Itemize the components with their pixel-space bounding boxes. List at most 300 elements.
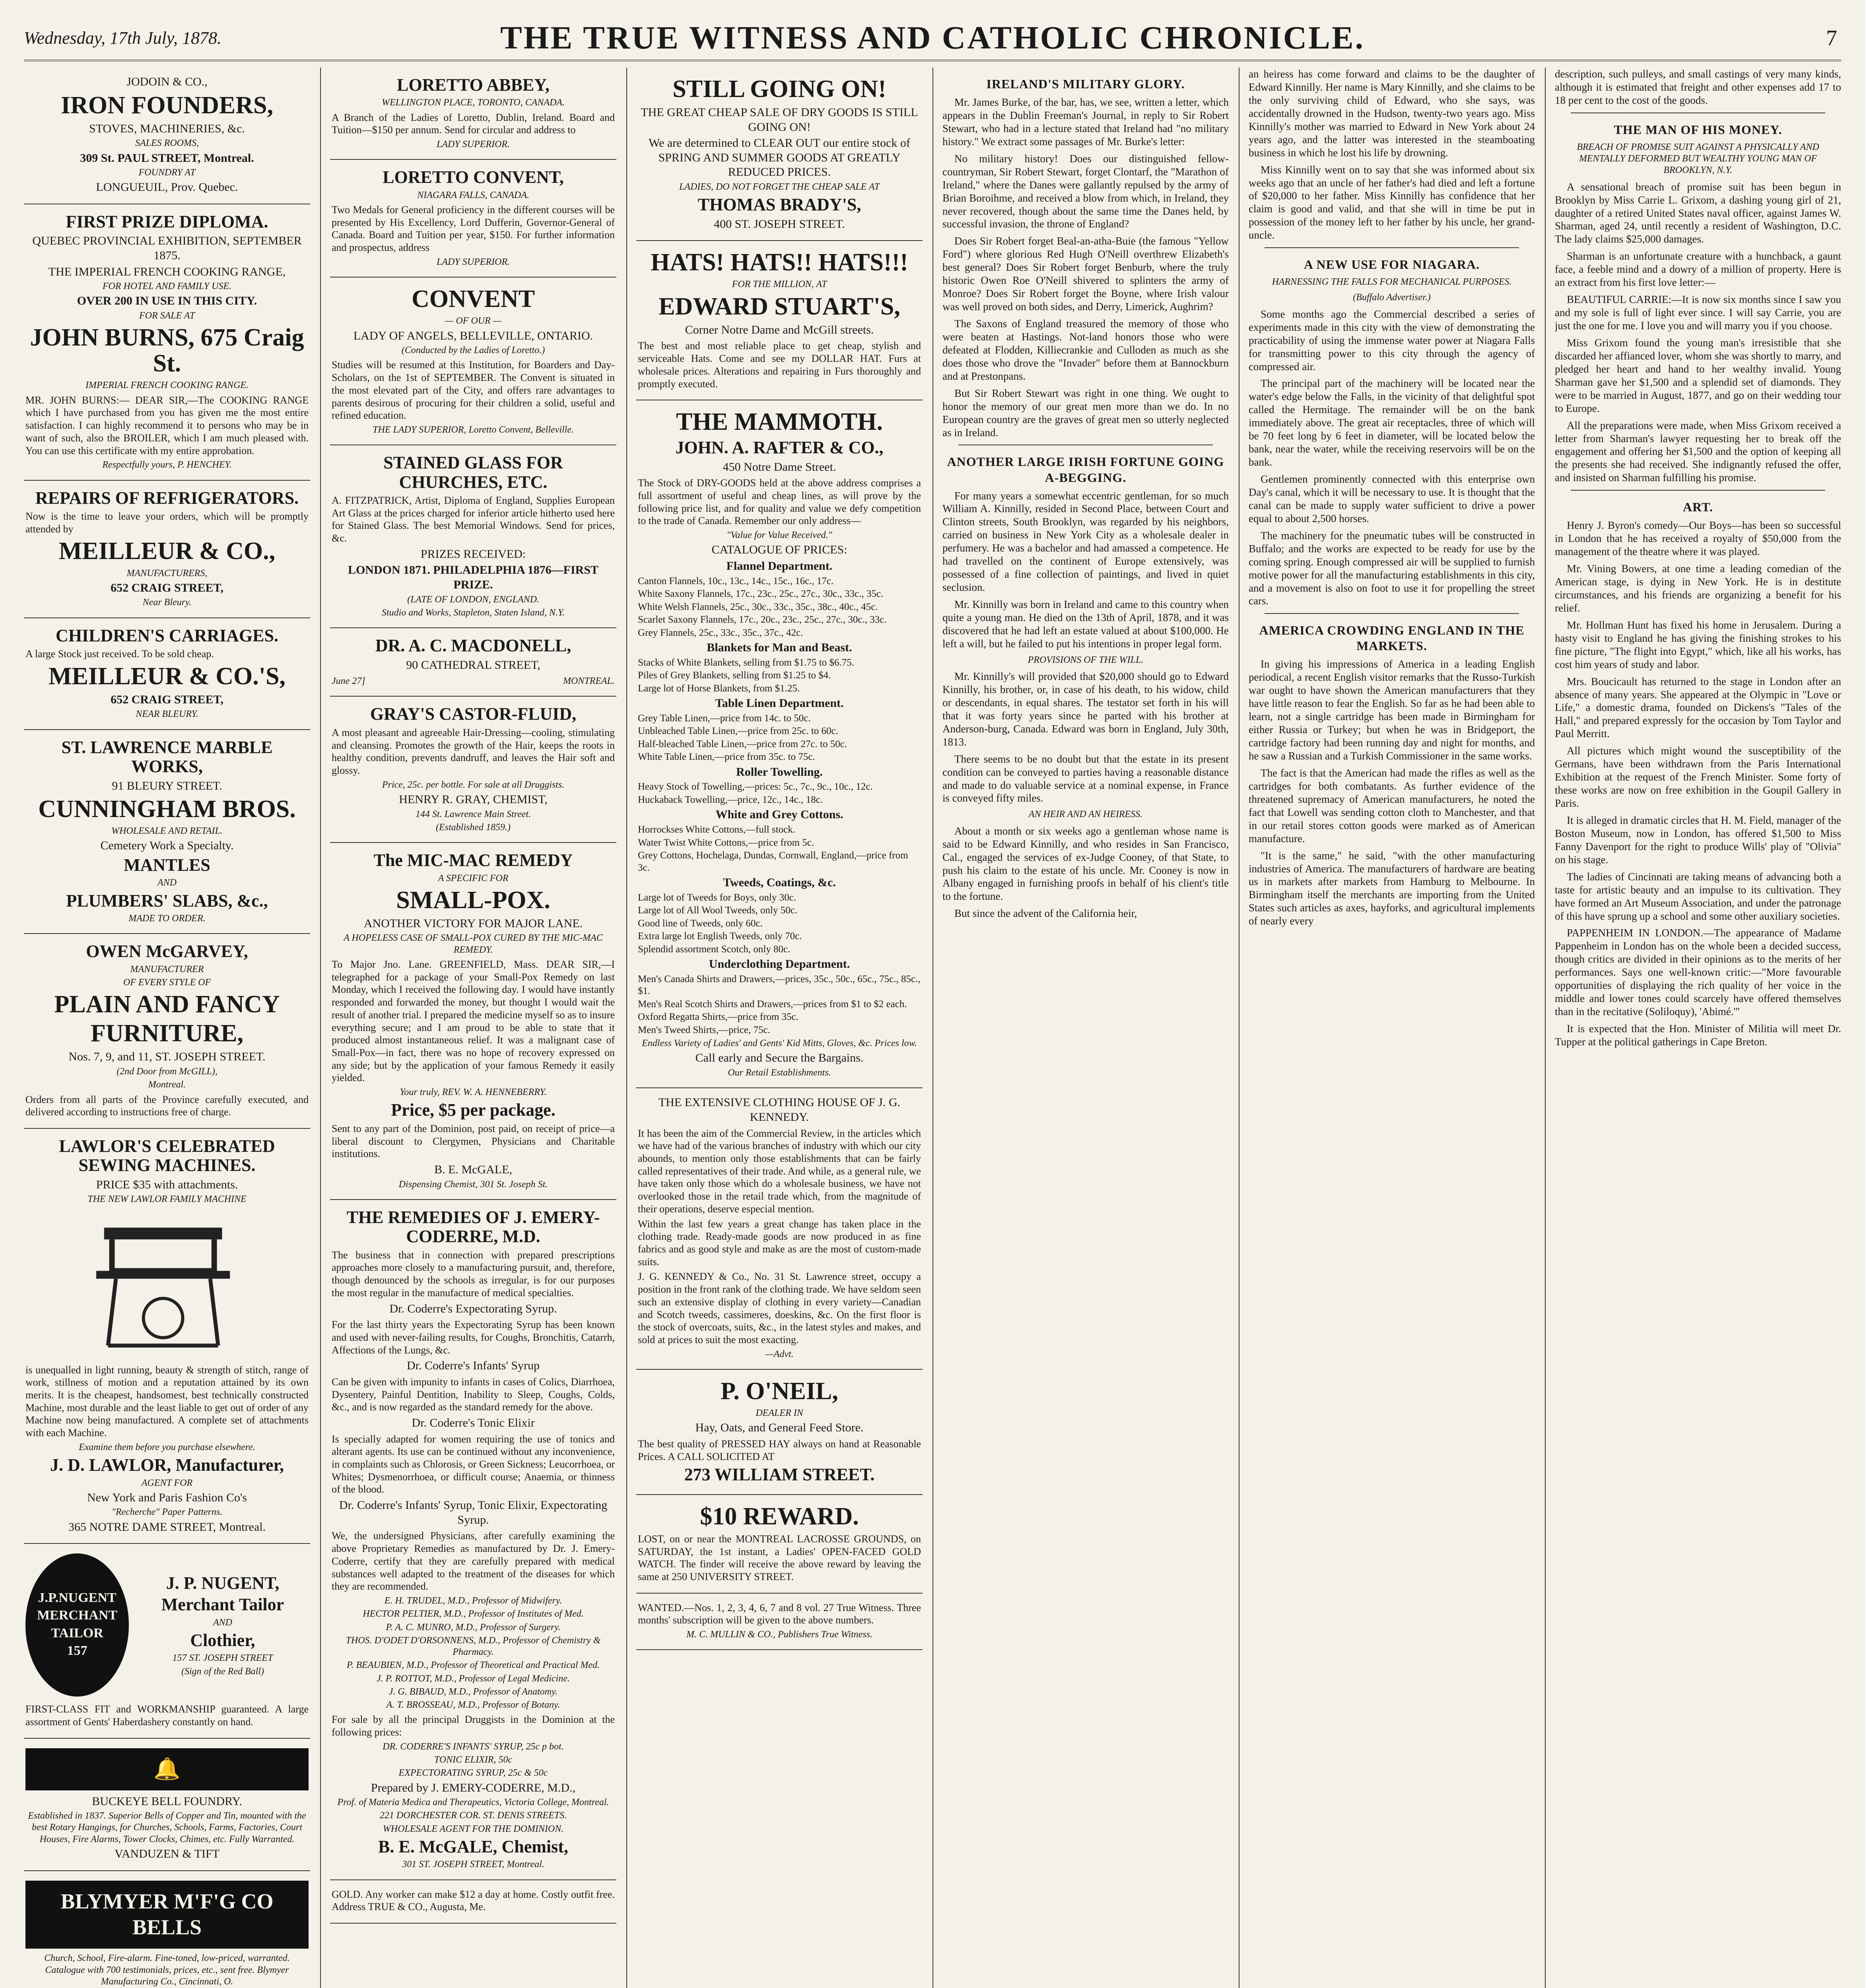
ad-line: (Conducted by the Ladies of Loretto.) [401,345,545,356]
article-paragraph: Miss Kinnilly went on to say that she was informed about six weeks ago that an uncle of her father's had died and left a fortune of $20,000 to her father. Miss Kinnilly has confidence that her claim is good and valid, and that she will in time be put in possession of the money left to her father by his uncle, her grand-uncle. [1249,163,1535,241]
article-paragraph: Gentlemen prominently connected with this enterprise own Day's canal, which it will be necessary to use. It is thought that the canal can be made to supply water sufficient to drive a power equal to about 2,500 horses. [1249,473,1535,524]
ad-macdonell [330,628,616,697]
badge-line: J.P.NUGENT [38,1590,117,1606]
article-paragraph: Mrs. Boucicault has returned to the stage in London after an absence of many years. She appeared at the Olympic in "Love or Life," a domestic drama, founded on Dickens's "Tales of the Hall," and prepared expressly for the occasion by Tom Taylor and Paul Merritt. [1555,675,1841,740]
article-source: (Buffalo Advertiser.) [1353,292,1431,303]
tailor-sign-badge [25,1553,129,1697]
ad-headline: HATS! HATS!! HATS!!! [651,249,908,276]
ad-line: FOR HOTEL AND FAMILY USE. [102,281,232,292]
article-paragraph: No military history! Does our distinguished fellow-countryman, Sir Robert Stewart, forget Clontarf, the "Marathon of Ireland," where the Danes were gallantly repulsed by the army of Brian Boroihme, and received a blow from which, in Ireland, they never recovered, though about the same time the Danes held, by successful invasion, the throne of England? [942,152,1229,230]
article-title: AMERICA CROWDING ENGLAND IN THE MARKETS. [1259,623,1525,653]
ad-kennedy [636,1088,923,1370]
ad-name: OWEN McGARVEY, [86,942,248,961]
ad-gold [330,1880,616,1924]
ad-headline: LORETTO CONVENT, [383,167,564,187]
article-paragraph: But Sir Robert Stewart was right in one thing. We ought to honor the memory of our great men more than we do. In no European country are the graves of great men so utterly neglected as in Ireland. [942,387,1229,439]
article-paragraph: There seems to be no doubt but that the estate in its present condition can be conveyed to parties having a reasonable distance and made to do valuable service at a nominal expense, in France is conveyed fifty miles. [942,753,1229,804]
price-section-title: Roller Towelling. [736,765,823,779]
ad-name: EDWARD STUART'S, [659,293,900,320]
ad-line: Hay, Oats, and General Feed Store. [695,1421,864,1435]
ad-line: Near Bleury. [142,597,192,608]
ad-address: Dispensing Chemist, 301 St. Joseph St. [398,1179,548,1190]
ad-line: FOUNDRY AT [138,167,196,178]
price-item: Men's Real Scotch Shirts and Drawers,—prices from $1 to $2 each. [638,998,907,1010]
price-item: Water Twist White Cottons,—price from 5c. [638,837,814,848]
ad-line: PLAIN AND FANCY [54,991,280,1018]
ad-line: OF EVERY STYLE OF [123,977,211,988]
ad-body: Studies will be resumed at this Institution, for Boarders and Day-Scholars, on the 1st of SEPTEMBER. The Convent is situated in the most elevated part of the City, and offers rare advantages to parents desirous of procuring for their children a solid, useful and refined education. [332,359,615,421]
ad-line: (Established 1859.) [436,822,511,833]
doctor-line: P. BEAUBIEN, M.D., Professor of Theoretical and Practical Med. [346,1660,600,1671]
ad-stuart [636,241,923,400]
price-item: Large lot of Horse Blankets, from $1.25. [638,683,800,694]
article-title: ART. [1682,500,1713,514]
ad-name: JOHN. A. RAFTER & CO., [675,438,884,458]
ad-headline: STAINED GLASS FOR CHURCHES, ETC. [383,453,563,492]
article-paragraph: About a month or six weeks ago a gentleman whose name is said to be Edward Kinnilly, and who resides in San Francisco, Cal., engaged the services of ex-Judge Cooney, of that State, to push his claim to the estate of his uncle. Mr. Cooney is now in Albany engaged in furnishing proofs in behalf of his client's title to the fortune. [942,825,1229,903]
ad-headline: LAWLOR'S CELEBRATED SEWING MACHINES. [59,1136,275,1175]
price-item: White Saxony Flannels, 17c., 23c., 25c., 27c., 30c., 33c., 35c. [638,588,884,600]
price-item: Extra large lot English Tweeds, only 70c. [638,931,802,942]
article-paragraph: Miss Grixom found the young man's irresistible that she discarded her affianced lover, whom she was shortly to marry, and pledged her heart and hand to her wealthy invalid. Young Sharman gave her $1,500 and a splendid set of diamonds. They were to be married in August, 1877, and go on their wedding tour to Europe. [1555,336,1841,414]
ad-line: Examine them before you purchase elsewhere. [79,1442,255,1452]
ad-body: A Branch of the Ladies of Loretto, Dublin, Ireland. Board and Tuition—$150 per annum. Send for circular and address to [332,111,615,136]
ad-body: Established in 1837. Superior Bells of Copper and Tin, mounted with the best Rotary Hangings, for Churches, Schools, Farms, Factories, Court Houses, Fire Alarms, Tower Clocks, Chimes, etc. Fully Warranted. [28,1811,306,1844]
article-paragraph: For many years a somewhat eccentric gentleman, for so much William A. Kinnilly, resided in Second Place, between Court and Clinton streets, South Brooklyn, was regarded by his neighbors, carried on business in New York City as a wholesale dealer in perfumery. He was a bachelor and had amassed a competence. He had travelled on the continent of Europe extensively, was possessed of a fine collection of paintings, and lived in quiet seclusion. [942,489,1229,594]
ad-address: 652 CRAIG STREET, [111,581,223,594]
ad-body: Within the last few years a great change has taken place in the clothing trade. Ready-made goods are now produced in as fine fabrics and as good style and make as are the most of custom-made suits. [638,1218,921,1268]
ad-line: Our Retail Establishments. [728,1068,831,1078]
ad-line: MONTREAL. [563,676,615,687]
price-line: DR. CODERRE'S INFANTS' SYRUP, 25c p bot. [383,1741,564,1752]
ad-oneil [636,1370,923,1495]
ad-subhead: Dr. Coderre's Expectorating Syrup. [389,1302,557,1315]
ad-body: The best quality of PRESSED HAY always on hand at Reasonable Prices. A CALL SOLICITED AT [638,1438,921,1462]
ad-body: The Stock of DRY-GOODS held at the above address comprises a full assortment of useful and cheap lines, as will prove by the following price list, and for quality and value we defy competition to the trade of Canada. Remember our only address— [638,477,921,527]
ad-address: 450 Notre Dame Street. [723,460,836,474]
price-section-title: White and Grey Cottons. [715,808,843,821]
article-paragraph: PAPPENHEIM IN LONDON.—The appearance of Madame Pappenheim in London has on the whole been a decided success, though critics are divided in their opinions as to the merits of her performances. Says one well-known critic:—"More favourable opportunities of displaying the rich quality of her voice in the middle and lower tones could scarcely have offered themselves than in the recitative (Soliloquy), 'Abimé.'" [1555,927,1841,1018]
page-number: 7 [1826,26,1837,50]
ad-body: J. G. KENNEDY & Co., No. 31 St. Lawrence street, occupy a position in the front rank of the clothing trade. We have seldom seen such an extensive display of clothing in every variety—Canadian and Scotch tweeds, cassimeres, doeskins, &c. On the first floor is the stock of overcoats, suits, &c., in the latest styles and makes, and sold at prices to suit the most exacting. [638,1271,921,1346]
doctor-line: J. G. BIBAUD, M.D., Professor of Anatomy. [389,1686,558,1697]
doctor-line: J. P. ROTTOT, M.D., Professor of Legal Medicine. [377,1673,570,1684]
ad-subhead: Dr. Coderre's Tonic Elixir [412,1416,535,1429]
article-subhead: BREACH OF PROMISE SUIT AGAINST A PHYSICALLY AND MENTALLY DEFORMED BUT WEALTHY YOUNG MAN OF BROOKLYN, N.Y. [1577,142,1819,176]
ad-reward [636,1495,923,1594]
ad-line: OVER 200 IN USE IN THIS CITY. [77,294,257,308]
ad-body: Is specially adapted for women requiring the use of tonics and alterant agents. Its use can be continued without any inconvenience, in complaints such as Chlorosis, or Green Sickness; Leucorrhoea, or Whites; Dysmenorrhoea, or difficult course; Anaemia, or thinness of the blood. [332,1433,615,1495]
ad-line: AND [213,1617,232,1628]
ad-line: Clothier, [190,1630,255,1650]
ad-line: PRIZES RECEIVED: [420,547,526,561]
article-paragraph: But since the advent of the California heir, [954,907,1137,920]
ad-line: Cemetery Work a Specialty. [100,839,234,852]
ad-convent-belleville [330,278,616,445]
ad-line: —Advt. [765,1349,794,1359]
article-paragraph: Mr. Kinnilly's will provided that $20,000 should go to Edward Kinnilly, his brother, or, in case of his death, to his widow, child or descendants, in equal shares. The testator set forth in his will that it was forty years since he parted with his brother at Anderson-burg, Canada. Edward was born in England, July 30th, 1813. [942,670,1229,748]
ad-name: THOMAS BRADY'S, [697,195,861,215]
article-paragraph: Mr. Hollman Hunt has fixed his home in Jerusalem. During a hasty visit to England he has giving the finishing strokes to his fine picture, "The flight into Egypt," which, like all his works, has cost him years of study and labor. [1555,619,1841,670]
doctor-line: P. A. C. MUNRO, M.D., Professor of Surgery. [386,1622,561,1633]
ad-headline: IRON FOUNDERS, [61,91,273,119]
ad-signature: LADY SUPERIOR. [437,256,510,267]
article-paragraph: In giving his impressions of America in a leading English periodical, a recent English visitor remarks that the Russo-Turkish war ought to have shown the American manufacturers that they have little reason to fear the English. So far as he had been able to learn, not a single cartridge has been made in Birmingham for either Russia or Turkey; but when he was in Bridgeport, the cartridge factory had been running day and night for months, and he saw a Russian and a Turkish Commissioner in the same works. [1249,658,1535,762]
price-item: Grey Table Linen,—price from 14c. to 50c. [638,712,811,724]
ad-line: MADE TO ORDER. [128,913,206,924]
ad-address: Nos. 7, 9, and 11, ST. JOSEPH STREET. [68,1050,266,1064]
ad-headline: BLYMYER M'F'G CO BELLS [25,1881,309,1949]
ad-line: THE NEW LAWLOR FAMILY MACHINE [87,1194,247,1205]
ad-line: QUEBEC PROVINCIAL EXHIBITION, SEPTEMBER 1875. [32,234,302,262]
ad-name: M. C. MULLIN & CO., Publishers True Witness. [686,1629,873,1640]
ad-body: Church, School, Fire-alarm. Fine-toned, low-priced, warranted. Catalogue with 700 testimonials, prices, etc., sent free. Blymyer Manufacturing Co., Cincinnati, O. [44,1953,290,1987]
ad-line: New York and Paris Fashion Co's [87,1491,247,1504]
ad-body: It has been the aim of the Commercial Review, in the articles which we have had of the various branches of industry with which our city abounds, to mention only those establishments that can be fairly called representatives of their trade. And while, as a general rule, we have taken only those which do a wholesale business, we have not overlooked those in the retail trade which, from the magnitude of their operations, deserve especial mention. [638,1127,921,1215]
doctor-line: THOS. D'ODET D'ORSONNENS, M.D., Professor of Chemistry & Pharmacy. [346,1635,601,1658]
ad-line: NEAR BLEURY. [136,709,198,720]
ad-signature: THE LADY SUPERIOR, Loretto Convent, Belleville. [373,424,574,435]
ad-address: Studio and Works, Stapleton, Staten Island, N.Y. [381,607,565,618]
ad-line: (2nd Door from McGILL), [117,1066,218,1077]
badge-line: TAILOR [51,1625,103,1640]
price-line: TONIC ELIXIR, 50c [434,1755,513,1765]
ad-fitzpatrick [330,445,616,628]
price-item: Grey Flannels, 25c., 33c., 35c., 37c., 42c. [638,627,803,638]
ad-body: A large Stock just received. To be sold cheap. [25,648,214,660]
ad-headline: BUCKEYE BELL FOUNDRY. [92,1794,242,1808]
ad-line: 91 BLEURY STREET. [112,779,222,792]
ad-line: Montreal. [148,1079,186,1090]
column-rule [932,68,933,1988]
ad-headline: THE EXTENSIVE CLOTHING HOUSE OF J. G. KENNEDY. [658,1096,901,1124]
ad-line: MANUFACTURER [130,964,204,975]
price-item: Canton Flannels, 10c., 13c., 14c., 15c., 16c., 17c. [638,575,834,586]
ad-address: 90 CATHEDRAL STREET, [406,658,540,672]
ad-meilleur-refrigerators [24,481,310,618]
ad-body: Two Medals for General proficiency in the different courses will be presented by His Excellency, Lord Dufferin, Governor-General of Canada. Board and Tuition per year, $150. For further information and prospectus, address [332,204,615,254]
ad-line: SALES ROOMS, [135,138,199,149]
ad-address: Corner Notre Dame and McGill streets. [685,323,874,336]
ad-burns [24,204,310,481]
price-item: Grey Cottons, Hochelaga, Dundas, Cornwall, England,—price from 3c. [638,850,908,873]
price-section-title: Table Linen Department. [715,697,844,710]
ad-headline: ST. LAWRENCE MARBLE WORKS, [61,737,273,777]
ad-subhead: Dr. Coderre's Infants' Syrup, Tonic Elixir, Expectorating Syrup. [339,1499,608,1526]
ad-headline: LORETTO ABBEY, [397,75,550,95]
ad-headline: FIRST PRIZE DIPLOMA. [66,212,268,231]
ad-signature: LADY SUPERIOR. [437,139,510,150]
article-paragraph: The ladies of Cincinnati are taking means of advancing both a taste for artistic beauty and an impulse to its cultivation. They have formed an Art Museum Association, and under the patronage of this have sprung up a school and some other auxiliary societies. [1555,870,1841,922]
price-item: Huckaback Towelling,—price, 12c., 14c., 18c. [638,794,823,805]
ad-name: J. P. NUGENT, [166,1573,280,1593]
ad-line: A SPECIFIC FOR [438,873,509,883]
ad-firm: JODOIN & CO., [126,75,208,88]
ad-line: AGENT FOR [141,1477,193,1488]
ad-blymyer [24,1871,310,1988]
ad-name: B. E. McGALE, Chemist, [378,1837,568,1856]
ad-wanted [636,1594,923,1650]
article-paragraph: It is expected that the Hon. Minister of Militia will meet Dr. Tupper at the political gatherings in Cape Breton. [1555,1023,1841,1048]
price-item: Half-bleached Table Linen,—price from 27c. to 50c. [638,738,847,749]
article-subhead: AN HEIR AND AN HEIRESS. [1028,809,1143,820]
ad-line: PLUMBERS' SLABS, &c., [66,891,268,911]
ad-line: (Sign of the Red Ball) [181,1666,264,1677]
column-3 [636,68,923,1988]
article-subhead: HARNESSING THE FALLS FOR MECHANICAL PURPOSES. [1272,277,1512,287]
ad-body: For the last thirty years the Expectorating Syrup has been known and used with never-failing results, for Coughs, Bronchitis, Catarrh, Affections of the Lungs, &c. [332,1319,615,1356]
ad-body: MR. JOHN BURNS:— DEAR SIR,—The COOKING RANGE which I have purchased from you has given me the most entire satisfaction. I can highly recommend it to persons who may be in want of such, also the BROILER, which I am much pleased with. You can use this certificate with my entire approbation. [25,394,309,456]
ad-signature: Your truly, REV. W. A. HENNEBERRY. [400,1087,547,1098]
article-paragraph: It is alleged in dramatic circles that H. M. Field, manager of the Boston Museum, now in London, has offered $1,500 to Miss Fanny Davenport for the right to produce Wills' play of "Olivia" on his stage. [1555,814,1841,866]
ad-body: Now is the time to leave your orders, which will be promptly attended by [25,511,309,535]
column-2 [330,68,616,1988]
ad-coderre [330,1200,616,1880]
doctor-line: HECTOR PELTIER, M.D., Professor of Institutes of Med. [363,1609,584,1619]
article-divider [1265,247,1519,248]
bell-icon: 🔔 [25,1748,309,1790]
ad-address: 301 ST. JOSEPH STREET, Montreal. [402,1859,544,1870]
ad-loretto-convent [330,160,616,278]
ad-headline: CONVENT [411,285,535,313]
article-title: ANOTHER LARGE IRISH FORTUNE GOING A-BEGGING. [947,454,1224,485]
ad-body: is unequalled in light running, beauty & strength of stitch, range of work, stillness of motion and a reputation attained by its own merits. It is the cheapest, handsomest, best technically constructed Machine, most durable and the least liable to get out of order of any Machine now being manufactured. A complete set of attachments with each Machine. [25,1364,309,1439]
price-item: Oxford Regatta Shirts,—price from 35c. [638,1011,799,1023]
ad-line: IMPERIAL FRENCH COOKING RANGE. [85,380,249,391]
ad-address: 365 NOTRE DAME STREET, Montreal. [68,1520,266,1534]
price-item: Heavy Stock of Towelling,—prices: 5c., 7c., 9c., 10c., 12c. [638,781,873,792]
price-item: Men's Canada Shirts and Drawers,—prices, 35c., 50c., 65c., 75c., 85c., $1. [638,973,921,997]
ad-signature: Respectfully yours, P. HENCHEY. [102,460,232,470]
article-paragraph: The fact is that the American had made the rifles as well as the cartridges for both combatants. As further evidence of the threatened supremacy of American manufacturers, he noted the fact that Lowell was sending cotton cloth to Manchester, and that in our retail stores cotton goods were marked as of American manufacture. [1249,767,1535,845]
ad-headline: REPAIRS OF REFRIGERATORS. [35,488,299,508]
price-item: Unbleached Table Linen,—price from 25c. to 60c. [638,726,838,737]
ad-headline: THE MAMMOTH. [676,408,883,436]
newspaper-page [24,16,1841,1988]
ad-body: Sent to any part of the Dominion, post paid, on receipt of price—a liberal discount to Clergymen, Physicians and Charitable institutions. [332,1122,615,1160]
ad-jodoin [24,68,310,204]
ad-body: The best and most reliable place to get cheap, stylish and serviceable Hats. Come and see my DOLLAR HAT. Furs at wholesale prices. Alterations and repairing in Furs thoroughly and promptly executed. [638,340,921,390]
ad-line: LADY OF ANGELS, BELLEVILLE, ONTARIO. [353,329,593,342]
ad-line: THE IMPERIAL FRENCH COOKING RANGE, [48,265,286,278]
article-title: IRELAND'S MILITARY GLORY. [986,77,1185,91]
ad-line: "Value for Value Received." [727,530,832,541]
ad-line: MANUFACTURERS, [126,568,208,579]
price-line: EXPECTORATING SYRUP, 25c & 50c [398,1768,548,1778]
article-paragraph: Does Sir Robert forget Beal-an-atha-Buie (the famous "Yellow Ford") where glorious Red Hugh O'Neill overthrew Elizabeth's best general? Does Sir Robert forget Benburb, where the truly historic Owen Roe O'Neill shivered to splinters the army of Monroe? Does Sir Robert forget the Boyne, where Irish valour was well proved on both sides, and Derry, Limerick, Aughrim? [942,235,1229,313]
ad-body: We, the undersigned Physicians, after carefully examining the above Proprietary Remedies as manufactured by Dr. J. Emery-Coderre, certify that they are carefully prepared with medical substances well adapted to the treatment of the diseases for which they are recommended. [332,1530,615,1592]
ad-buckeye [24,1739,310,1871]
ad-line: — OF OUR — [445,316,501,326]
sewing-machine-icon [25,1211,309,1354]
ad-body: GOLD. Any worker can make $12 a day at home. Costly outfit free. Address TRUE & CO., Augusta, Me. [332,1888,615,1913]
price-section-title: Blankets for Man and Beast. [707,641,852,654]
doctor-line: E. H. TRUDEL, M.D., Professor of Midwifery. [384,1595,562,1606]
price-item: Splendid assortment Scotch, only 80c. [638,944,791,955]
article-paragraph: BEAUTIFUL CARRIE:—It is now six months since I saw you and my sole is full of light ever since. I will say Carrie, you are just the one for me. I love you and will marry you if you choose. [1555,293,1841,332]
ad-body: A. FITZPATRICK, Artist, Diploma of England, Supplies European Art Glass at the prices charged for inferior article hitherto used here for Stained Glass. The best Memorial Windows. Send for prices, &c. [332,495,615,544]
ad-address: 157 ST. JOSEPH STREET [172,1653,273,1664]
ad-lawlor [24,1129,310,1544]
ad-line: WELLINGTON PLACE, TORONTO, CANADA. [381,97,565,108]
badge-line: 157 [67,1643,87,1658]
ad-line: We are determined to CLEAR OUT our entire stock of SPRING AND SUMMER GOODS AT GREATLY REDUCED PRICES. [649,136,910,179]
ad-headline: $10 REWARD. [700,1503,859,1530]
ad-line: SMALL-POX. [396,886,550,914]
ad-line: Call early and Secure the Bargains. [695,1051,864,1065]
price-section-title: Underclothing Department. [709,957,850,971]
ad-body: FIRST-CLASS FIT and WORKMANSHIP guaranteed. A large assortment of Gents' Haberdashery constantly on hand. [25,1703,309,1728]
ad-line: (LATE OF LONDON, ENGLAND. [407,594,539,605]
article-title: A NEW USE FOR NIAGARA. [1304,257,1480,272]
ad-subhead: CATALOGUE OF PRICES: [711,543,847,557]
ad-address: 652 CRAIG STREET, [111,693,223,706]
doctor-line: A. T. BROSSEAU, M.D., Professor of Botany. [386,1700,560,1710]
ad-address: 273 WILLIAM STREET. [684,1465,875,1485]
ad-gray [330,697,616,843]
column-1 [24,68,310,1988]
ad-headline: GRAY'S CASTOR-FLUID, [370,704,577,724]
ad-name: JOHN BURNS, 675 Craig St. [30,324,304,377]
ad-body: Orders from all parts of the Province carefully executed, and delivered according to instructions free of charge. [25,1093,309,1118]
article-paragraph: Sharman is an unfortunate creature with a hunchback, a gaunt face, a feeble mind and a dowry of a million of property. Here is an extract from his first love letter:— [1555,250,1841,289]
column-4 [942,68,1229,1988]
ad-cunningham [24,730,310,934]
ad-brady [636,68,923,241]
price-item: Stacks of White Blankets, selling from $1.75 to $6.75. [638,657,854,668]
ad-name: MEILLEUR & CO.'S, [49,662,286,690]
ad-line: DEALER IN [756,1408,803,1419]
article-paragraph: A sensational breach of promise suit has been begun in Brooklyn by Miss Carrie L. Grixom, a dashing young girl of 21, daughter of a retired United States naval officer, against James W. Sharman, aged 24, until recently a resident of Washington, D.C. The lady claims $25,000 damages. [1555,181,1841,245]
article-paragraph: The machinery for the pneumatic tubes will be constructed in Buffalo; and the works are expected to be ready for use by the coming spring. Enough compressed air will be supplied to furnish motive power for all the manufacturing establishments in this city, and a movement is also on foot to use it for propelling the street cars. [1249,529,1535,607]
ad-line: Prof. of Materia Medica and Therapeutics, Victoria College, Montreal. [337,1797,609,1808]
ad-mcgarvey [24,934,310,1129]
ad-headline: CHILDREN'S CARRIAGES. [56,625,278,645]
ad-subhead: Dr. Coderre's Infants' Syrup [406,1359,540,1373]
ad-address: 400 ST. JOSEPH STREET. [714,217,845,231]
article-paragraph: Mr. Vining Bowers, at one time a leading comedian of the American stage, is dying in New York. He is in destitute circumstances, and his friends are organizing a benefit for his relief. [1555,563,1841,614]
article-paragraph: description, such pulleys, and small castings of very many kinds, although it is estimated that freight and other expenses add 17 to 18 per cent to the cost of the goods. [1555,68,1841,106]
ad-body: Can be given with impunity to infants in cases of Colics, Diarrhoea, Dysentery, Painful Dentition, Inability to Sleep, Coughs, Colds, &c., and is now regarded as the standard remedy for the above. [332,1376,615,1413]
masthead [24,16,1841,61]
column-6 [1555,68,1841,1988]
article-paragraph: Mr. Kinnilly was born in Ireland and came to this country when quite a young man. He died on the 13th of April, 1878, and it was discovered that he had left an estate valued at about $100,000. He left a will, but he failed to put his intentions in proper legal form. [942,598,1229,650]
article-paragraph: The Saxons of England treasured the memory of those who were beaten at Hastings. Not-land honors those who were defeated at Flodden, Killiecrankie and Culloden as much as she does those who drove the "Invader" before them at Bannockburn and at Prestonpans. [942,318,1229,382]
ad-line: FURNITURE, [90,1020,244,1047]
ad-headline: STILL GOING ON! [672,76,886,103]
ad-line: THE GREAT CHEAP SALE OF DRY GOODS IS STILL GOING ON! [641,106,918,134]
column-rule [320,68,321,1988]
price-section-title: Flannel Department. [726,559,833,573]
ad-line: LONDON 1871. PHILADELPHIA 1876—FIRST PRIZE. [348,563,599,592]
article-paragraph: Some months ago the Commercial described a series of experiments made in this city with the view of demonstrating the practicability of using the immense water power at Niagara Falls for transmitting power to this city through the agency of compressed air. [1249,308,1535,373]
article-divider [1265,613,1519,614]
article-paragraph: Henry J. Byron's comedy—Our Boys—has been so successful in London that he has received a royalty of $50,000 from the management of the theatre where it was played. [1555,519,1841,558]
ad-line: "Recherche" Paper Patterns. [111,1507,223,1518]
ad-address: 221 DORCHESTER COR. ST. DENIS STREETS. [379,1810,567,1821]
article-paragraph: an heiress has come forward and claims to be the daughter of Edward Kinnilly. Her name is Mary Kinnilly, and she claims to be the only surviving child of Edward, who she says, was accidentally drowned in the Hudson, twenty-two years ago. Miss Kinnilly's mother was married to Edward in New York about 24 years ago, and the latter was interested in the steamboating business in which he lost his life by drowning. [1249,68,1535,159]
ad-line: ANOTHER VICTORY FOR MAJOR LANE. [363,916,583,930]
ad-body: To Major Jno. Lane. GREENFIELD, Mass. DEAR SIR,—I telegraphed for a package of your Small-Pox Remedy on last Monday, which I received the following day. I would have instantly responded and forwarded the money, but thought I would wait the result of another trial. I prepared the medicine myself so as to insure everything secure; and I am proud to be able to state that it produced almost instantaneous relief. It was a malignant case of Small-Pox—in fact, there was no hope of recovery expressed on any side; but by the application of your famous Remedy it easily yielded. [332,958,615,1084]
ad-address: 309 St. PAUL STREET, Montreal. [80,151,254,165]
ad-mammoth [636,400,923,1088]
ad-line: FOR THE MILLION, AT [732,279,827,290]
ad-name: J. D. LAWLOR, Manufacturer, [50,1455,284,1475]
ad-line: MANTLES [124,855,210,875]
ad-name: VANDUZEN & TIFT [115,1847,220,1860]
ad-line: STOVES, MACHINERIES, &c. [89,122,245,135]
price-item: Men's Tweed Shirts,—price, 75c. [638,1024,770,1035]
price-item: White Table Linen,—price from 35c. to 75c. [638,751,815,763]
article-paragraph: "It is the same," he said, "with the other manufacturing industries of America. The manufacturers of hardware are beating us in markets after markets from Hamburg to Melbourne. In Birmingham itself the merchants are importing from the United States such articles as axes, hayforks, and agricultural implements of nearly every [1249,849,1535,927]
article-paragraph: All the preparations were made, when Miss Grixom received a letter from Sharman's lawyer requesting her to break off the engagement and offering her $1,500 and the option of keeping all the presents she had received. She indignantly refused the offer, and insisted on Sharman fulfilling his promise. [1555,419,1841,484]
price-section-title: Tweeds, Coatings, &c. [723,876,836,889]
price-item: Good line of Tweeds, only 60c. [638,918,763,929]
ad-name: DR. A. C. MACDONELL, [375,636,571,656]
ad-line: Merchant Tailor [161,1595,284,1615]
badge-line: MERCHANT [37,1608,118,1623]
article-paragraph: The principal part of the machinery will be located near the water's edge below the Falls, in the vicinity of that delightful spot called the Hermitage. The remainder will be on the bank immediately above. The great air receptacles, three of which will be 70 feet long by 6 feet in diameter, will be located below the bank, near the water, while the receiving reservoirs will be on the bank. [1249,377,1535,468]
article-paragraph: Mr. James Burke, of the bar, has, we see, written a letter, which appears in the Dublin Freeman's Journal, in reply to Sir Robert Stewart, who had in a lecture stated that Ireland had "no military history." We extract some passages of Mr. Burke's letter: [942,96,1229,148]
column-rule [1545,68,1546,1988]
ad-line: LONGUEUIL, Prov. Quebec. [96,181,238,194]
issue-date: Wednesday, 17th July, 1878. [24,28,221,48]
ad-line: AND [157,878,177,888]
ad-body: The business that in connection with prepared prescriptions approaches more closely to a manufacturing pursuit, and, therefore, though denounced by the schools as irregular, is for our purposes the most regular in the manufacture of medical specialties. [332,1249,615,1299]
price-item: Large lot of Tweeds for Boys, only 30c. [638,892,796,903]
ad-body: For sale by all the principal Druggists in the Dominion at the following prices: [332,1714,615,1738]
ad-line: FOR SALE AT [139,311,195,321]
article-divider [1571,490,1825,491]
article-subhead: PROVISIONS OF THE WILL. [1028,654,1144,665]
columns [24,68,1841,1988]
article-paragraph: All pictures which might wound the susceptibility of the Germans, have been withdrawn from the Paris International Exhibition at the request of the French Minister. Some forty of these works are now on free exhibition in the Goupil Gallery in Paris. [1555,745,1841,810]
price-list [638,559,921,1036]
price-item: Large lot of All Wool Tweeds, only 50c. [638,905,798,916]
ad-meilleur-carriages [24,618,310,730]
column-rule [626,68,627,1988]
ad-date: June 27] [332,676,365,687]
newspaper-title: THE TRUE WITNESS AND CATHOLIC CHRONICLE. [500,19,1365,56]
price-item: Piles of Grey Blankets, selling from $1.25 to $4. [638,670,831,681]
ad-name: B. E. McGALE, [434,1163,512,1176]
ad-body: WANTED.—Nos. 1, 2, 3, 4, 6, 7 and 8 vol. 27 True Witness. Three months' subscription will be given to the above numbers. [638,1602,921,1626]
ad-headline: The MIC-MAC REMEDY [373,850,573,870]
ad-line: LADIES, DO NOT FORGET THE CHEAP SALE AT [679,182,880,192]
ad-body: LOST, on or near the MONTREAL LACROSSE GROUNDS, on SATURDAY, the 1st instant, a Ladies' OPEN-FACED GOLD WATCH. The finder will receive the above reward by leaving the same at 250 UNIVERSITY STREET. [638,1533,921,1583]
ad-headline: THE REMEDIES OF J. EMERY-CODERRE, M.D. [346,1207,600,1246]
ad-price: Price, $5 per package. [391,1100,556,1120]
price-item: White Welsh Flannels, 25c., 30c., 33c., 35c., 38c., 40c., 45c. [638,601,878,612]
ad-price: Price, 25c. per bottle. For sale at all Druggists. [382,779,565,790]
ad-name: P. O'NEIL, [721,1378,838,1405]
price-item: Scarlet Saxony Flannels, 17c., 20c., 23c., 25c., 27c., 30c., 33c. [638,614,887,625]
ad-line: WHOLESALE AGENT FOR THE DOMINION. [383,1823,564,1834]
ad-body: A most pleasant and agreeable Hair-Dressing—cooling, stimulating and cleansing. Promotes the growth of the Hair, keeps the roots in healthy condition, prevents dandruff, and leaves the Hair soft and glossy. [332,726,615,776]
ad-micmac [330,843,616,1200]
ad-name: CUNNINGHAM BROS. [38,796,296,823]
ad-nugent [24,1544,310,1738]
price-item: Horrockses White Cottons,—full stock. [638,824,796,835]
ad-line: NIAGARA FALLS, CANADA. [417,190,529,200]
ad-line: WHOLESALE AND RETAIL. [111,826,223,837]
ad-name: HENRY R. GRAY, CHEMIST, [399,792,548,806]
ad-address: 144 St. Lawrence Main Street. [415,809,531,819]
ad-line: A HOPELESS CASE OF SMALL-POX CURED BY THE MIC-MAC REMEDY. [344,933,603,955]
article-title: THE MAN OF HIS MONEY. [1614,122,1782,137]
ad-loretto-abbey [330,68,616,160]
ad-line: Endless Variety of Ladies' and Gents' Kid Mitts, Gloves, &c. Prices low. [642,1038,917,1049]
